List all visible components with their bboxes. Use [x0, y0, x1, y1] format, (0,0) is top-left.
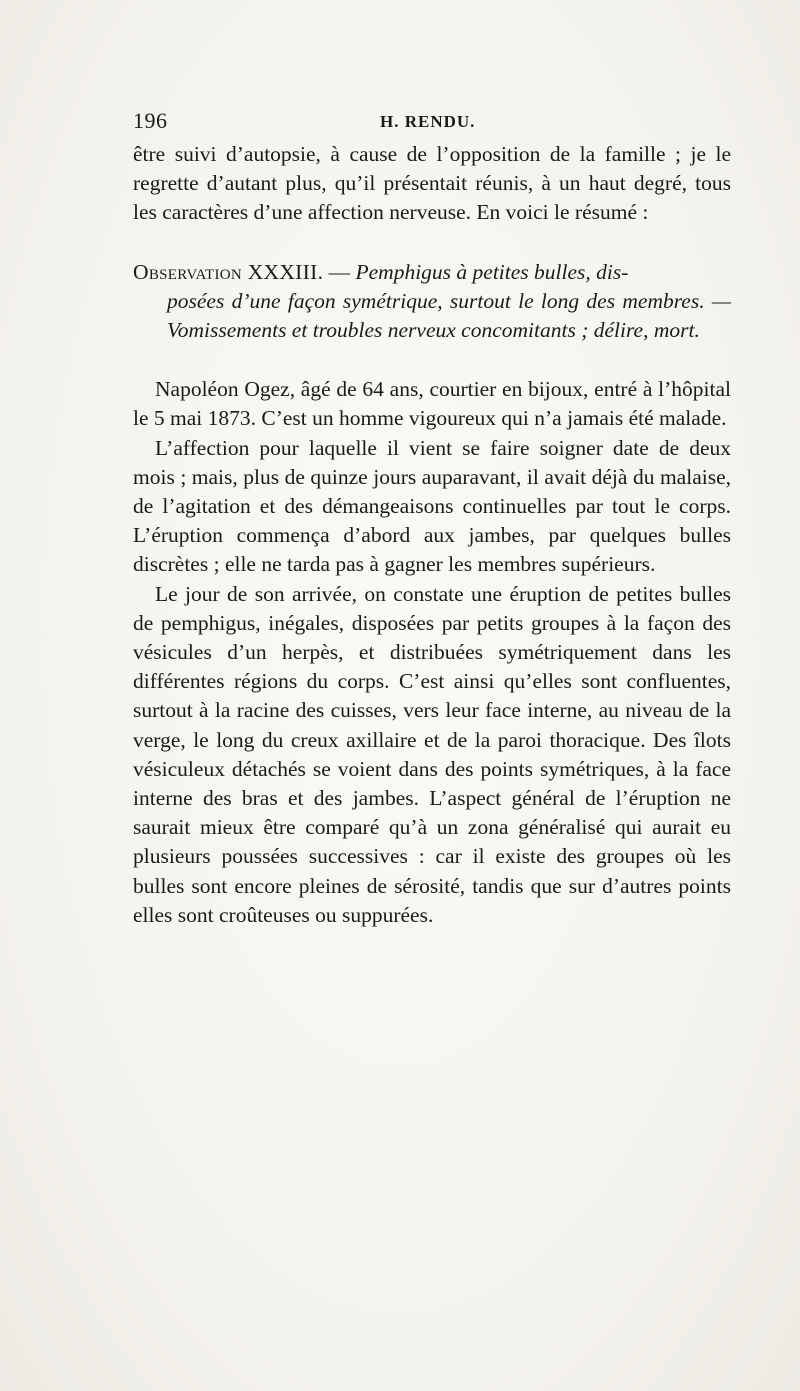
paragraph-examination: Le jour de son arrivée, on constate une éruption de petites bulles de pemphigus, inégales, disposées par petits groupes à la façon des vésicules d’un herpès, et distribuées symétriquement dans les différentes régions du corps. C’est ainsi qu’elles sont confluentes, surtout à la racine des cuisses, vers leur face interne, au niveau de la verge, le long du creux axillaire et de la paroi thoracique. Des îlots vésiculeux détachés se voient dans des points symétriques, à la face interne des bras et des jambes. L’aspect général de l’éruption ne saurait mieux être comparé qu’à un zona généralisé qui aurait eu plusieurs poussées successives : car il existe des groupes où les bulles sont encore pleines de sérosité, tandis que sur d’autres points elles sont croûteuses ou suppurées.	[133, 581, 731, 927]
observation-dash: —	[323, 259, 356, 284]
paragraph-history: L’affection pour laquelle il vient se faire soigner date de deux mois ; mais, plus de quinze jours auparavant, il avait déjà du malaise, de l’agitation et des démangeaisons continuelles par tout le corps. L’éruption commença d’abord aux jambes, par quelques bulles discrètes ; elle ne tarda pas à gagner les membres supérieurs.	[133, 435, 731, 577]
page-number: 196	[133, 108, 168, 133]
observation-title: Pemphigus à petites bulles, dis-	[355, 259, 629, 284]
observation-label: Observation XXXIII.	[133, 259, 324, 284]
observation-title-continued: posées d’une façon symétrique, surtout le long des membres. — Vomissements et troubles nerveux concomitants ; délire, mort.	[167, 288, 731, 343]
body-text	[133, 140, 731, 930]
running-title: H. RENDU.	[380, 112, 476, 131]
observation-heading	[133, 258, 731, 346]
running-head	[133, 108, 731, 138]
paragraph-continuation: être suivi d’autopsie, à cause de l’opposition de la famille ; je le regrette d’autant plus, qu’il présentait réunis, à un haut degré, tous les caractères d’une affection nerveuse. En voici le résumé :	[133, 142, 731, 225]
paragraph-patient: Napoléon Ogez, âgé de 64 ans, courtier en bijoux, entré à l’hôpital le 5 mai 1873. C’est un homme vigoureux qui n’a jamais été malade.	[133, 377, 731, 431]
